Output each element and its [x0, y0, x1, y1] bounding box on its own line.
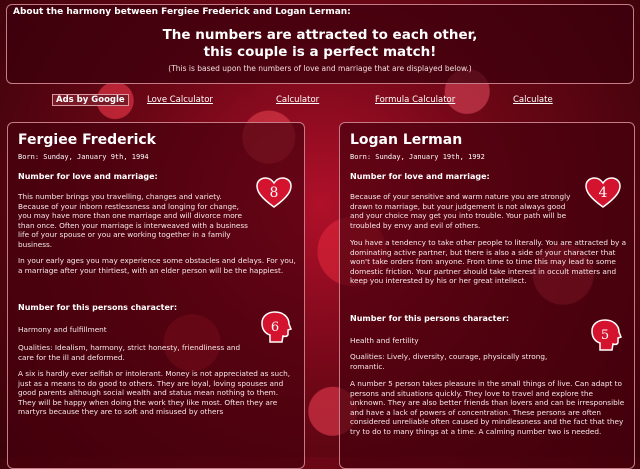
love-number-heart-badge — [256, 177, 292, 209]
love-number-heading: Number for love and marriage: — [18, 172, 158, 181]
harmony-summary-box — [6, 4, 634, 84]
character-description: A number 5 person takes pleasure in the small things of live. Can adapt to persons and situations quickly. They love to travel and explore the unknown. They are also better friends than lovers and can be irresponsible and have a lack of powers of concentration. These persons are often considered unreliable often caused by mindlessness and the fact that they try to do to many things at a time. A calming number two is needed. — [350, 379, 625, 436]
ad-links-bar — [0, 94, 640, 106]
ad-link-calculator[interactable]: Calculator — [276, 95, 320, 105]
ads-by-google-label[interactable]: Ads by Google — [52, 94, 129, 106]
love-number-heading: Number for love and marriage: — [350, 172, 490, 181]
love-description-1: Because of your sensitive and warm nature you are strongly drawn to marriage, but your judgement is not always good and your choice may get you into trouble. Your path will be troubled by envy and evil of others. — [350, 192, 571, 230]
match-result — [7, 27, 633, 61]
love-number-value: 4 — [598, 185, 608, 201]
heart-icon — [256, 177, 292, 209]
character-number-heading: Number for this persons character: — [350, 314, 510, 323]
match-note: (This is based upon the numbers of love and marriage that are displayed below.) — [168, 64, 472, 73]
character-number-head-badge — [258, 311, 294, 343]
love-description-1: This number brings you travelling, changes and variety. Because of your inborn restlessness and longing for change, you may have more than one marriage and will divorce more than once. Often your marriage is interweaved with a business life of your spouse or you are working together in a family business. — [18, 192, 248, 249]
heart-icon — [585, 177, 621, 209]
head-profile-icon — [258, 311, 294, 343]
birth-date: Born: Sunday, January 9th, 1994 — [18, 153, 149, 161]
character-qualities: Qualities: Idealism, harmony, strict honesty, friendliness and care for the ill and deformed. — [18, 343, 241, 362]
love-number-value: 8 — [269, 185, 279, 201]
match-line-2: this couple is a perfect match! — [203, 44, 437, 60]
person-panel-left — [7, 122, 305, 469]
character-description: A six is hardly ever selfish or intolerant. Money is not appreciated as such, just as a means to do good to others. They are loyal, loving spouses and good parents although social wealth and status mean nothing to them. They will be happy when doing the work they like most. Often they are martyrs because they are to soft and misused by others — [18, 369, 291, 417]
person-name: Logan Lerman — [350, 132, 463, 148]
head-profile-icon — [588, 319, 624, 351]
ad-link-formula-calculator[interactable]: Formula Calculator — [375, 95, 456, 105]
birth-date: Born: Sunday, January 19th, 1992 — [350, 153, 485, 161]
love-number-heart-badge — [585, 177, 621, 209]
person-panel-right — [339, 122, 635, 469]
love-description-2: You have a tendency to take other people to literally. You are attracted by a dominating active partner, but there is also a side of your character that won't take orders from anyone. From time to time this may lead to some domestic friction. Your partner should take interest in occult matters and keep you interested by his or her great intellect. — [350, 238, 627, 286]
match-line-1: The numbers are attracted to each other, — [162, 27, 478, 43]
character-number-heading: Number for this persons character: — [18, 303, 178, 312]
character-summary: Health and fertility — [350, 336, 419, 345]
character-number-head-badge — [588, 319, 624, 351]
ad-link-calculate[interactable]: Calculate — [513, 95, 553, 105]
ad-link-love-calculator[interactable]: Love Calculator — [147, 95, 213, 105]
harmony-heading: About the harmony between Fergiee Frederick and Logan Lerman: — [13, 7, 351, 17]
character-number-value: 6 — [270, 320, 280, 335]
love-description-2: In your early ages you may experience some obstacles and delays. For you, a marriage after your thirtiest, with an elder person will be the happiest. — [18, 256, 296, 275]
character-summary: Harmony and fulfillment — [18, 325, 107, 334]
character-number-value: 5 — [600, 328, 610, 343]
person-name: Fergiee Frederick — [18, 132, 156, 148]
character-qualities: Qualities: Lively, diversity, courage, physically strong, romantic. — [350, 352, 548, 371]
